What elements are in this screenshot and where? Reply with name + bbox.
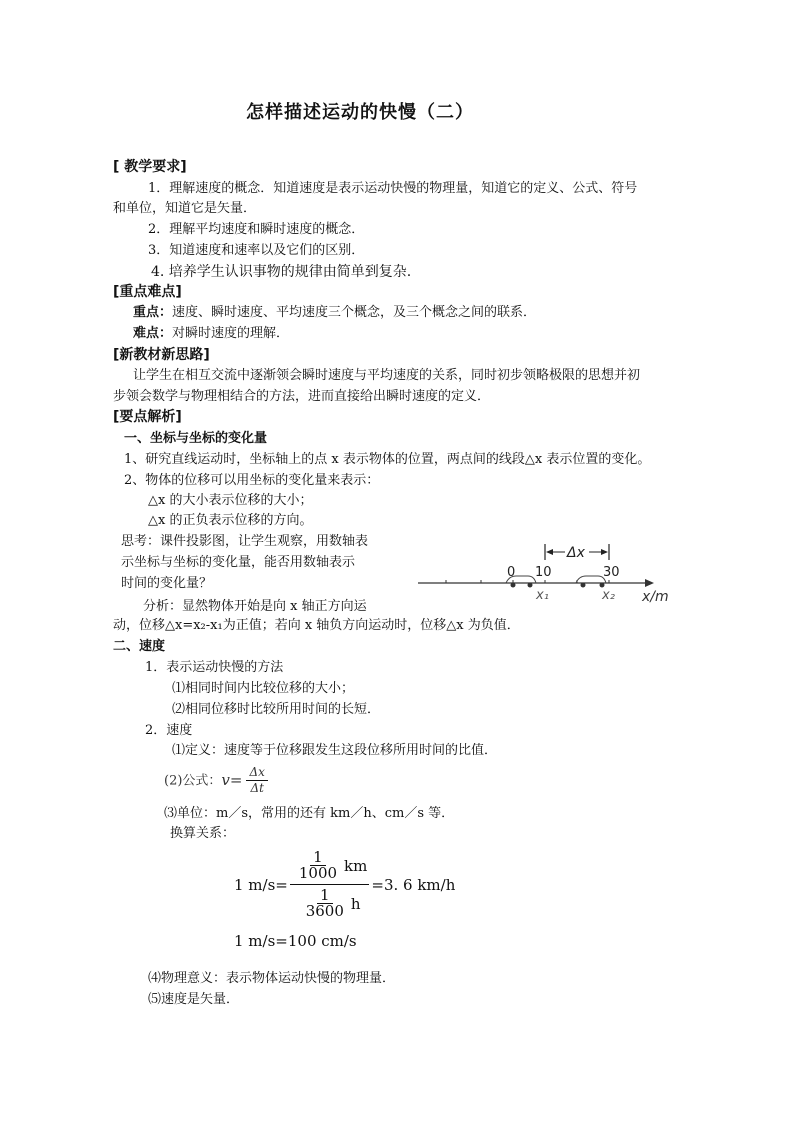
eq1-den-frac-num: 1	[317, 888, 333, 904]
speed-meaning: ⑷物理意义：表示物体运动快慢的物理量．	[148, 971, 396, 986]
conversion-label: 换算关系：	[170, 826, 236, 841]
analysis-p2: 2、物体的位移可以用坐标的变化量来表示：	[124, 473, 380, 488]
requirement-1: 1．理解速度的概念．知道速度是表示运动快慢的物理量，知道它的定义、公式、符号	[148, 181, 638, 196]
speed-unit: ⑶单位：m／s，常用的还有 km／h、cm／s 等．	[164, 806, 455, 821]
tick-label-10: 10	[535, 565, 552, 580]
key-point	[133, 304, 536, 322]
new-ideas-line-2: 步领会数学与物理相结合的方法，进而直接给出瞬时速度的定义．	[113, 389, 491, 404]
section-heading-analysis: [要点解析]	[113, 409, 182, 425]
speed-method-b: ⑵相同位移时比较所用时间的长短．	[172, 702, 381, 717]
speed-method-heading: 1．表示运动快慢的方法	[145, 660, 284, 675]
analysis-line-2: 动，位移△x=x₂-x₁为正值；若向 x 轴负方向运动时，位移△x 为负值．	[113, 618, 520, 633]
x-axis-arrowhead	[645, 579, 654, 587]
eq1-den-frac-den: 3600	[305, 902, 344, 920]
formula-numerator: Δx	[246, 765, 267, 781]
section-heading-key-points: [重点难点]	[113, 284, 182, 300]
eq1-den-unit: h	[350, 894, 361, 913]
key-point-label: 重点：	[133, 305, 173, 320]
delta-arrowhead-left	[546, 549, 553, 555]
speed-definition: ⑴定义：速度等于位移跟发生这段位移所用时间的比值．	[172, 743, 498, 758]
tick-label-0: 0	[507, 565, 516, 580]
conversion-equation-2: 1 m/s=100 cm/s	[234, 932, 357, 950]
hard-point	[133, 325, 289, 343]
eq1-big-fraction	[290, 850, 370, 919]
speed-formula	[164, 765, 272, 796]
delta-label: Δx	[567, 545, 585, 561]
formula-denominator: Δt	[250, 781, 264, 795]
speed-method-a: ⑴相同时间内比较位移的大小；	[172, 681, 355, 696]
x2-label: x₂	[602, 588, 615, 603]
page-title: 怎样描述运动的快慢（二）	[246, 102, 474, 123]
conversion-equation	[234, 850, 455, 919]
eq1-numerator	[290, 850, 370, 884]
requirement-4: 4. 培养学生认识事物的规律由简单到复杂.	[151, 264, 412, 280]
hard-point-text: 对瞬时速度的理解．	[172, 326, 290, 341]
analysis-line-1: 分析：显然物体开始是向 x 轴正方向运	[143, 599, 367, 614]
formula-label: (2)公式：	[164, 773, 222, 789]
section-heading-teaching-requirements: [ 教学要求]	[113, 159, 187, 175]
subheading-coordinates: 一、坐标与坐标的变化量	[124, 431, 268, 446]
speed-vector: ⑸速度是矢量．	[148, 992, 240, 1007]
car-1-icon	[506, 576, 536, 588]
analysis-p2b: △x 的正负表示位移的方向。	[148, 513, 313, 528]
section-heading-speed: 二、速度	[113, 639, 166, 654]
eq1-lhs: 1 m/s=	[234, 875, 288, 894]
delta-arrowhead-right	[601, 549, 608, 555]
tick-label-30: 30	[603, 565, 620, 580]
requirement-3: 3．知道速度和速率以及它们的区别．	[148, 243, 365, 258]
analysis-p1: 1、研究直线运动时，坐标轴上的点 x 表示物体的位置，两点间的线段△x 表示位置的变化。	[124, 452, 651, 467]
think-line-3: 时间的变化量？	[121, 576, 213, 591]
car-2-icon	[576, 576, 606, 588]
eq1-num-unit: km	[344, 856, 368, 875]
eq1-num-frac-den: 1000	[298, 864, 338, 882]
analysis-p2a: △x 的大小表示位移的大小；	[148, 493, 313, 508]
number-line-figure	[416, 538, 676, 606]
x1-label: x₁	[536, 588, 549, 603]
think-line-1: 思考：课件投影图，让学生观察，用数轴表	[121, 534, 369, 549]
requirement-2: 2．理解平均速度和瞬时速度的概念．	[148, 222, 365, 237]
eq1-num-frac-num: 1	[310, 850, 326, 866]
requirement-1-cont: 和单位，知道它是矢量．	[113, 201, 257, 216]
eq1-denominator	[297, 885, 363, 919]
think-line-2: 示坐标与坐标的变化量，能否用数轴表示	[121, 555, 356, 570]
axis-label: x/m	[642, 589, 669, 605]
formula-lhs: v=	[221, 770, 243, 789]
eq1-rhs: =3. 6 km/h	[371, 875, 456, 894]
new-ideas-line-1: 让学生在相互交流中逐渐领会瞬时速度与平均速度的关系，同时初步领略极限的思想并初	[133, 368, 641, 383]
formula-fraction	[246, 765, 267, 796]
key-point-text: 速度、瞬时速度、平均速度三个概念，及三个概念之间的联系．	[172, 305, 537, 320]
section-heading-new-ideas: [新教材新思路]	[113, 347, 210, 363]
speed-subheading: 2．速度	[145, 723, 193, 738]
hard-point-label: 难点：	[133, 326, 173, 341]
